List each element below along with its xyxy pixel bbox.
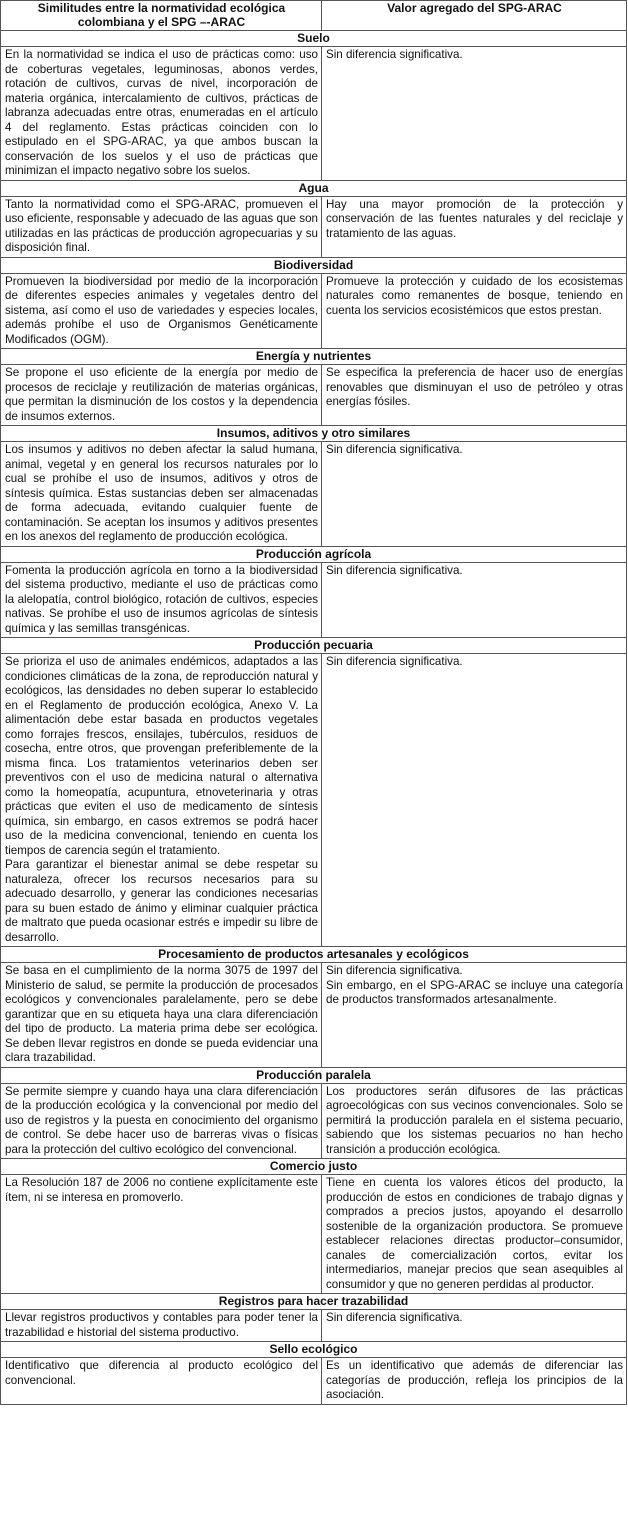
cell-paragraph: Sin diferencia significativa. — [326, 1311, 463, 1324]
cell-paragraph: Los productores serán difusores de las prácticas agroecológicas con sus vecinos convencionales. Solo se permitirá la producción paralela en el sistema pecuario, sabiendo que los sistemas pecuarios no han hecho transición a producción ecológica. — [326, 1084, 623, 1156]
table-row — [1, 196, 627, 257]
similarity-cell — [1, 963, 322, 1068]
cell-paragraph: Se prioriza el uso de animales endémicos, adaptados a las condiciones climáticas de la zona, de reproducción natural y ecológicos, las densidades no deben superar lo establecido en el Reglamento de producción ecológica, Anexo V. La alimentación debe estar basada en productos vegetales como forrajes frescos, ensilajes, tubérculos, residuos de cosecha, entre otros, que provengan preferiblemente de la misma finca. Los tratamientos veterinarios deben ser preventivos con el uso de medicina natural o alternativa como la homeopatía, acupuntura, etnoveterinaria y otras prácticas que eviten el uso de medicamento de síntesis química, sin embargo, en casos extremos se podrá hacer uso de la medicina convencional, teniendo en cuenta los tiempos de carencia según el tratamiento. — [5, 655, 318, 857]
added-value-cell — [322, 654, 627, 947]
section-title: Registros para hacer trazabilidad — [1, 1294, 627, 1310]
similarity-cell — [1, 562, 322, 638]
cell-paragraph: Tiene en cuenta los valores éticos del producto, la producción de estos en condiciones de trabajo dignas y comprados a precios justos, apoyando el desarrollo sostenible de la organización productora. Se promueve establecer relaciones directas productor–consumidor, canales de comercialización cortos, evitar los intermediarios, manejar precios que sean asequibles al consumidor y que no generen perdidas al productor. — [326, 1176, 623, 1291]
cell-paragraph: Se permite siempre y cuando haya una clara diferenciación de la producción ecológica y la convencional por medio del uso de registros y la puesta en conocimiento del organismo de control. Se debe hacer uso de barreras vivas o físicas para la protección del cultivo ecológico del convencional. — [5, 1084, 318, 1156]
cell-paragraph: Hay una mayor promoción de la protección y conservación de las fuentes naturales y del reciclaje y tratamiento de las aguas. — [326, 197, 623, 240]
similarity-cell — [1, 654, 322, 947]
cell-paragraph: Sin diferencia significativa. — [326, 655, 463, 668]
similarity-cell — [1, 1175, 322, 1294]
table-row — [1, 963, 627, 1068]
cell-paragraph: Identificativo que diferencia al producto ecológico del convencional. — [5, 1359, 318, 1387]
header-added-value: Valor agregado del SPG-ARAC — [322, 1, 627, 31]
table-row — [1, 1083, 627, 1159]
similarity-cell — [1, 442, 322, 547]
added-value-cell — [322, 47, 627, 181]
section-title: Producción pecuaria — [1, 638, 627, 654]
table-row — [1, 273, 627, 349]
section-title: Procesamiento de productos artesanales y ecológicos — [1, 947, 627, 963]
similarity-cell — [1, 273, 322, 349]
table-row — [1, 1358, 627, 1405]
cell-paragraph: Sin diferencia significativa. — [326, 563, 463, 577]
cell-paragraph: Es un identificativo que además de diferenciar las categorías de producción, refleja los principios de la asociación. — [326, 1359, 623, 1401]
similarity-cell — [1, 1358, 322, 1405]
section-title: Suelo — [1, 31, 627, 47]
cell-paragraph: Promueve la protección y cuidado de los ecosistemas naturales como remanentes de bosque, teniendo en cuenta los servicios ecosistémicos que estos prestan. — [326, 274, 623, 317]
section-row — [1, 638, 627, 654]
table-body — [1, 31, 627, 1405]
section-row — [1, 1159, 627, 1175]
section-title: Agua — [1, 180, 627, 196]
section-row — [1, 947, 627, 963]
cell-paragraph: Llevar registros productivos y contables para poder tener la trazabilidad e historial del sistema productivo. — [5, 1311, 318, 1339]
table-row — [1, 1175, 627, 1294]
added-value-cell — [322, 1310, 627, 1342]
section-title: Sello ecológico — [1, 1342, 627, 1358]
added-value-cell — [322, 196, 627, 257]
section-title: Producción agrícola — [1, 546, 627, 562]
similarity-cell — [1, 1083, 322, 1159]
added-value-cell — [322, 1175, 627, 1294]
added-value-cell — [322, 963, 627, 1068]
cell-paragraph: Tanto la normatividad como el SPG-ARAC, promueven el uso eficiente, responsable y adecuado de las aguas que son utilizadas en las prácticas de producción agropecuarias y su disposición final. — [5, 197, 318, 254]
cell-paragraph: Sin embargo, en el SPG-ARAC se incluye una categoría de productos transformados artesanalmente. — [326, 978, 623, 1006]
table-row — [1, 562, 627, 638]
cell-paragraph: Promueven la biodiversidad por medio de la incorporación de diferentes especies animales y vegetales dentro del sistema, así como el uso de variedades y especies locales, además prohíbe el uso de Organismos Genéticamente Modificados (OGM). — [5, 274, 318, 346]
cell-paragraph: Fomenta la producción agrícola en torno a la biodiversidad del sistema productivo, mediante el uso de prácticas como la alelopatía, control biológico, rotación de cultivos, especies nativas. Se prohíbe el uso de insumos agrícolas de síntesis química y las semillas transgénicas. — [5, 563, 318, 635]
cell-paragraph: Se basa en el cumplimiento de la norma 3075 de 1997 del Ministerio de salud, se permite la producción de procesados ecológicos y convencionales paralelamente, pero se debe garantizar que en su etiqueta haya una clara diferenciación del tipo de producto. La materia prima debe ser ecológica. Se deben llevar registros en donde se pueda evidenciar una clara trazabilidad. — [5, 964, 318, 1064]
section-row — [1, 180, 627, 196]
table-row — [1, 1310, 627, 1342]
added-value-cell — [322, 442, 627, 547]
cell-paragraph: Se propone el uso eficiente de la energía por medio de procesos de reciclaje y reutilización de materias orgánicas, que permitan la disminución de los costos y la dependencia de insumos externos. — [5, 366, 318, 423]
section-row — [1, 1342, 627, 1358]
section-row — [1, 349, 627, 365]
section-row — [1, 31, 627, 47]
section-row — [1, 257, 627, 273]
cell-paragraph: La Resolución 187 de 2006 no contiene explícitamente este ítem, ni se interesa en promoverlo. — [5, 1176, 318, 1204]
added-value-cell — [322, 1358, 627, 1405]
cell-paragraph: Sin diferencia significativa. — [326, 48, 463, 61]
similarity-cell — [1, 47, 322, 181]
cell-paragraph: Se especifica la preferencia de hacer uso de energías renovables que disminuyan el uso de petróleo y otras energías fósiles. — [326, 366, 623, 408]
cell-paragraph: Sin diferencia significativa. — [326, 443, 463, 456]
cell-paragraph: En la normatividad se indica el uso de prácticas como: uso de coberturas vegetales, leguminosas, abonos verdes, rotación de cultivos, curvas de nivel, incorporación de materia orgánica, intercalamiento de cultivos, prácticas de labranza adecuadas entre otras, enumeradas en el artículo 4 del reglamento. Estas prácticas coinciden con lo estipulado en el SPG-ARAC, ya que ambos buscan la conservación de los suelos y el uso de prácticas que minimizan el impacto negativo sobre los suelos. — [5, 48, 318, 177]
section-title: Energía y nutrientes — [1, 349, 627, 365]
section-title: Producción paralela — [1, 1067, 627, 1083]
section-row — [1, 426, 627, 442]
similarity-cell — [1, 196, 322, 257]
added-value-cell — [322, 273, 627, 349]
added-value-cell — [322, 562, 627, 638]
cell-paragraph: Los insumos y aditivos no deben afectar la salud humana, animal, vegetal y en general los recursos naturales por lo cual se prohíbe el uso de insumos, aditivos y otros de síntesis química. Estas sustancias deben ser almacenadas de forma adecuada, evitando cualquier fuente de contaminación. Se aceptan los insumos y aditivos presentes en los anexos del reglamento de producción ecológica. — [5, 443, 318, 543]
header-similarities: Similitudes entre la normatividad ecológica colombiana y el SPG –-ARAC — [1, 1, 322, 31]
similarity-cell — [1, 1310, 322, 1342]
table-header-row — [1, 1, 627, 31]
section-row — [1, 546, 627, 562]
similarity-cell — [1, 365, 322, 426]
table-row — [1, 365, 627, 426]
section-title: Biodiversidad — [1, 257, 627, 273]
table-row — [1, 442, 627, 547]
cell-paragraph: Para garantizar el bienestar animal se debe respetar su naturaleza, ofrecer los recursos necesarios para su adecuado desarrollo, y generar las condiciones necesarias para su buen estado de ánimo y eliminar cualquier práctica de maltrato que pueda ocasionar estrés e impedir su libre de desarrollo. — [5, 858, 318, 944]
table-row — [1, 654, 627, 947]
section-title: Insumos, aditivos y otro similares — [1, 426, 627, 442]
cell-paragraph: Sin diferencia significativa. — [326, 964, 463, 977]
section-row — [1, 1067, 627, 1083]
table-row — [1, 47, 627, 181]
added-value-cell — [322, 365, 627, 426]
added-value-cell — [322, 1083, 627, 1159]
section-title: Comercio justo — [1, 1159, 627, 1175]
section-row — [1, 1294, 627, 1310]
